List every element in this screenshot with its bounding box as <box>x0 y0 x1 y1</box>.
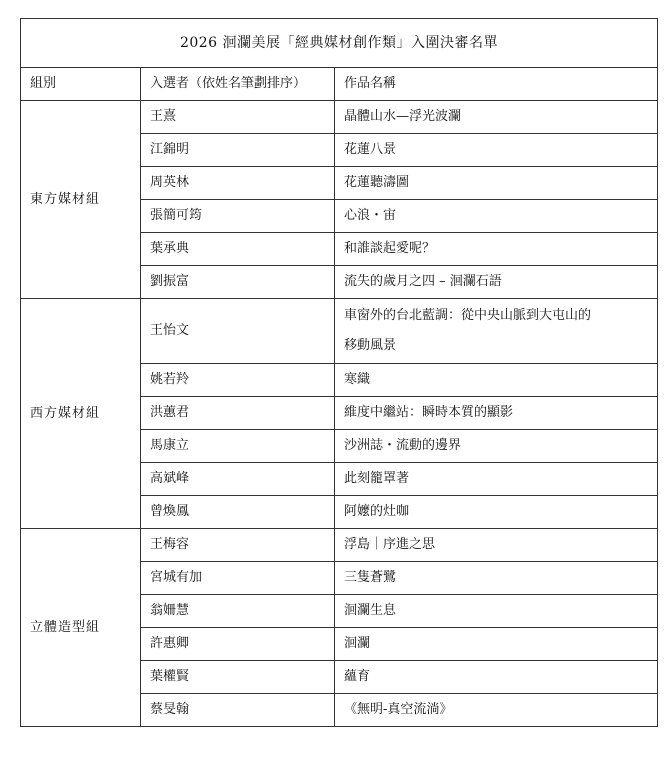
artist-name: 宮城有加 <box>141 562 335 595</box>
artist-name: 葉承典 <box>141 233 335 266</box>
artist-name: 劉振富 <box>141 266 335 299</box>
work-title: 花蓮八景 <box>335 134 658 167</box>
artist-name: 高斌峰 <box>141 463 335 496</box>
work-title-line: 車窗外的台北藍調：從中央山脈到大屯山的 <box>344 308 592 323</box>
artist-name: 王熹 <box>141 101 335 134</box>
artist-name: 曾煥鳳 <box>141 496 335 529</box>
table-row <box>21 299 658 364</box>
artist-name: 許惠卿 <box>141 628 335 661</box>
work-title: 洄瀾 <box>335 628 658 661</box>
work-title: 維度中繼站：瞬時本質的顯影 <box>335 397 658 430</box>
artist-name: 洪蕙君 <box>141 397 335 430</box>
artist-name: 王梅容 <box>141 529 335 562</box>
artist-name: 張簡可筠 <box>141 200 335 233</box>
header-work: 作品名稱 <box>335 68 658 101</box>
artist-name: 江錦明 <box>141 134 335 167</box>
work-title: 寒織 <box>335 364 658 397</box>
table-row <box>21 101 658 134</box>
artist-name: 馬康立 <box>141 430 335 463</box>
work-title <box>335 299 658 364</box>
artist-name: 蔡旻翰 <box>141 694 335 727</box>
work-title: 此刻籠罩著 <box>335 463 658 496</box>
group-name: 西方媒材組 <box>21 299 141 529</box>
artist-name: 翁姍慧 <box>141 595 335 628</box>
work-title-line: 移動風景 <box>344 338 397 353</box>
work-title: 晶體山水—浮光波瀾 <box>335 101 658 134</box>
group-name: 東方媒材組 <box>21 101 141 299</box>
work-title: 花蓮聽濤圖 <box>335 167 658 200</box>
work-title: 蘊育 <box>335 661 658 694</box>
header-row <box>21 68 658 101</box>
title-row <box>21 19 658 68</box>
work-title: 三隻蒼鷺 <box>335 562 658 595</box>
artist-name: 葉權賢 <box>141 661 335 694</box>
work-title: 和誰談起愛呢？ <box>335 233 658 266</box>
work-title: 流失的歲月之四 – 洄瀾石語 <box>335 266 658 299</box>
table-row <box>21 529 658 562</box>
header-group: 組別 <box>21 68 141 101</box>
work-title: 阿嬤的灶咖 <box>335 496 658 529</box>
work-title: 浮島｜序進之思 <box>335 529 658 562</box>
table-title: 2026 洄瀾美展「經典媒材創作類」入圍決審名單 <box>21 19 658 68</box>
artist-name: 姚若羚 <box>141 364 335 397</box>
work-title: 沙洲誌・流動的邊界 <box>335 430 658 463</box>
group-name: 立體造型組 <box>21 529 141 727</box>
work-title: 心浪・宙 <box>335 200 658 233</box>
work-title: 《無明-真空流淌》 <box>335 694 658 727</box>
work-title: 洄瀾生息 <box>335 595 658 628</box>
finalist-table <box>20 18 658 727</box>
artist-name: 周英林 <box>141 167 335 200</box>
artist-name: 王怡文 <box>141 299 335 364</box>
header-artist: 入選者（依姓名筆劃排序） <box>141 68 335 101</box>
